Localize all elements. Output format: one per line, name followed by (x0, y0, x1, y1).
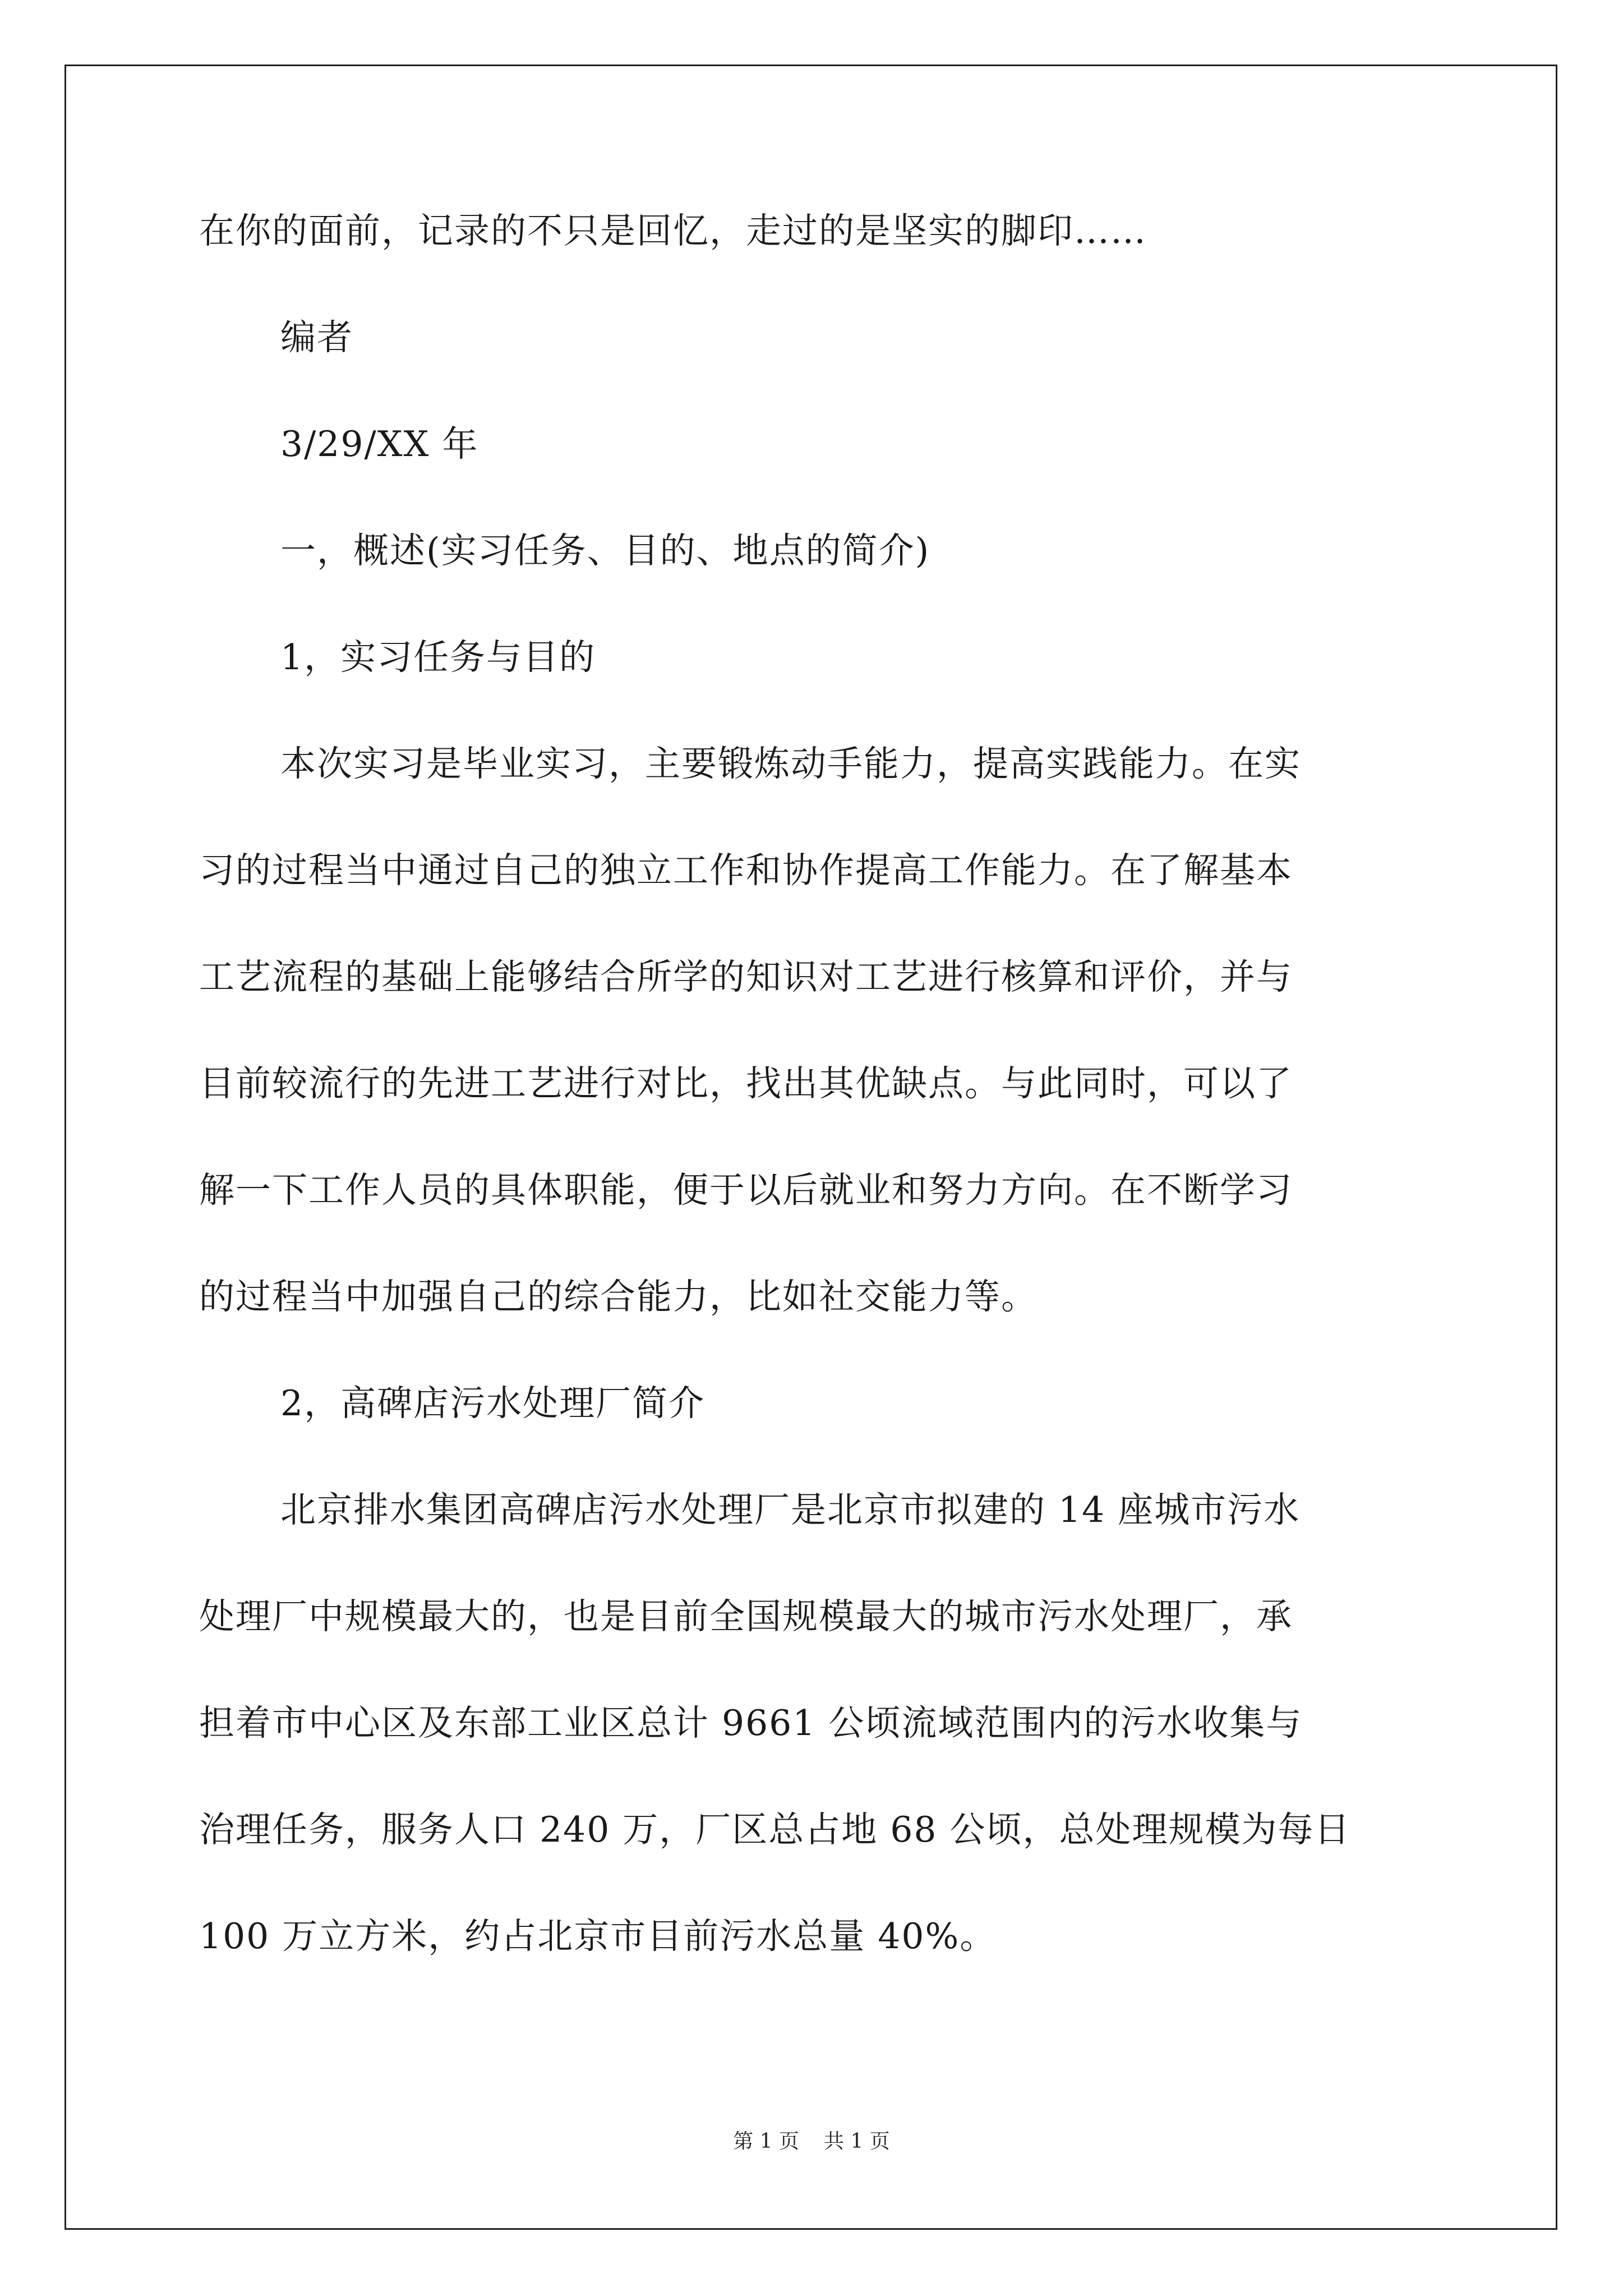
text-line: 目前较流行的先进工艺进行对比，找出其优缺点。与此同时，可以了 (199, 1063, 1293, 1104)
page-footer (0, 2132, 1623, 2152)
page-total: 共 1 页 (824, 2130, 890, 2153)
page-number: 第 1 页 (733, 2130, 799, 2153)
text-line: 担着市中心区及东部工业区总计 9661 公顷流域范围内的污水收集与 (199, 1703, 1303, 1743)
text-line: 处理厂中规模最大的，也是目前全国规模最大的城市污水处理厂，承 (199, 1596, 1293, 1637)
text-line: 编者 (280, 317, 353, 358)
text-line: 3/29/XX 年 (280, 424, 479, 464)
text-line: 治理任务，服务人口 240 万，厂区总占地 68 公顷，总处理规模为每日 (199, 1809, 1351, 1850)
section-heading: 一，概述(实习任务、目的、地点的简介) (280, 530, 930, 571)
text-line: 在你的面前，记录的不只是回忆，走过的是坚实的脚印…… (199, 210, 1147, 251)
page-border (64, 65, 1557, 2230)
text-line: 本次实习是毕业实习，主要锻炼动手能力，提高实践能力。在实 (280, 743, 1301, 784)
text-line: 100 万立方米，约占北京市目前污水总量 40%。 (199, 1916, 997, 1957)
text-line: 的过程当中加强自己的综合能力，比如社交能力等。 (199, 1276, 1038, 1317)
text-line: 北京排水集团高碑店污水处理厂是北京市拟建的 14 座城市污水 (280, 1489, 1301, 1530)
subsection-heading: 2，高碑店污水处理厂简介 (280, 1383, 706, 1424)
text-line: 解一下工作人员的具体职能，便于以后就业和努力方向。在不断学习 (199, 1170, 1293, 1211)
text-line: 习的过程当中通过自己的独立工作和协作提高工作能力。在了解基本 (199, 850, 1293, 891)
subsection-heading: 1，实习任务与目的 (280, 637, 596, 678)
text-line: 工艺流程的基础上能够结合所学的知识对工艺进行核算和评价，并与 (199, 956, 1293, 997)
